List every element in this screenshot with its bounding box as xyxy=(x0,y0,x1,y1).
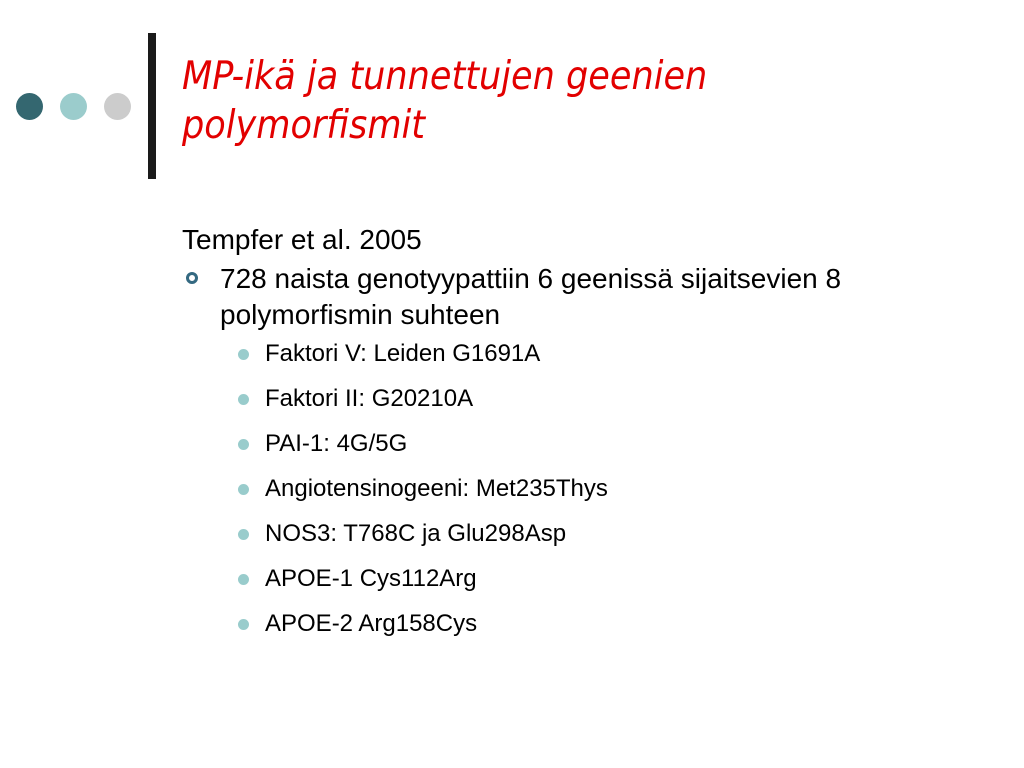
polymorphism-list xyxy=(182,339,982,639)
list-item-text: PAI-1: 4G/5G xyxy=(265,430,408,457)
slide-title: MP-ikä ja tunnettujen geenien polymorfismit xyxy=(182,54,708,148)
dot-bullet-icon xyxy=(238,574,249,585)
list-item-text: Faktori II: G20210A xyxy=(265,385,474,412)
list-item-text: APOE-2 Arg158Cys xyxy=(265,610,478,637)
dot-bullet-icon xyxy=(238,484,249,495)
gray-dot-icon xyxy=(104,93,131,120)
list-item xyxy=(238,564,982,594)
list-item xyxy=(238,519,982,549)
dot-bullet-icon xyxy=(238,394,249,405)
list-item xyxy=(238,384,982,414)
title-divider xyxy=(148,33,156,179)
list-item xyxy=(238,474,982,504)
main-bullet-text: 728 naista genotyypattiin 6 geenissä sijaitsevien 8 polymorfismin suhteen xyxy=(220,263,842,330)
dark-teal-dot-icon xyxy=(16,93,43,120)
list-item xyxy=(238,339,982,369)
dot-bullet-icon xyxy=(238,439,249,450)
list-item-text: APOE-1 Cys112Arg xyxy=(265,565,477,592)
list-item xyxy=(238,429,982,459)
citation-heading: Tempfer et al. 2005 xyxy=(182,224,422,255)
list-item-text: NOS3: T768C ja Glu298Asp xyxy=(265,520,567,547)
list-item-text: Angiotensinogeeni: Met235Thys xyxy=(265,475,608,502)
ring-bullet-icon xyxy=(186,272,198,284)
dot-bullet-icon xyxy=(238,349,249,360)
light-teal-dot-icon xyxy=(60,93,87,120)
dot-bullet-icon xyxy=(238,529,249,540)
slide-body xyxy=(182,222,982,654)
list-item-text: Faktori V: Leiden G1691A xyxy=(265,340,541,367)
dot-bullet-icon xyxy=(238,619,249,630)
list-item xyxy=(238,609,982,639)
main-bullet xyxy=(182,261,982,333)
